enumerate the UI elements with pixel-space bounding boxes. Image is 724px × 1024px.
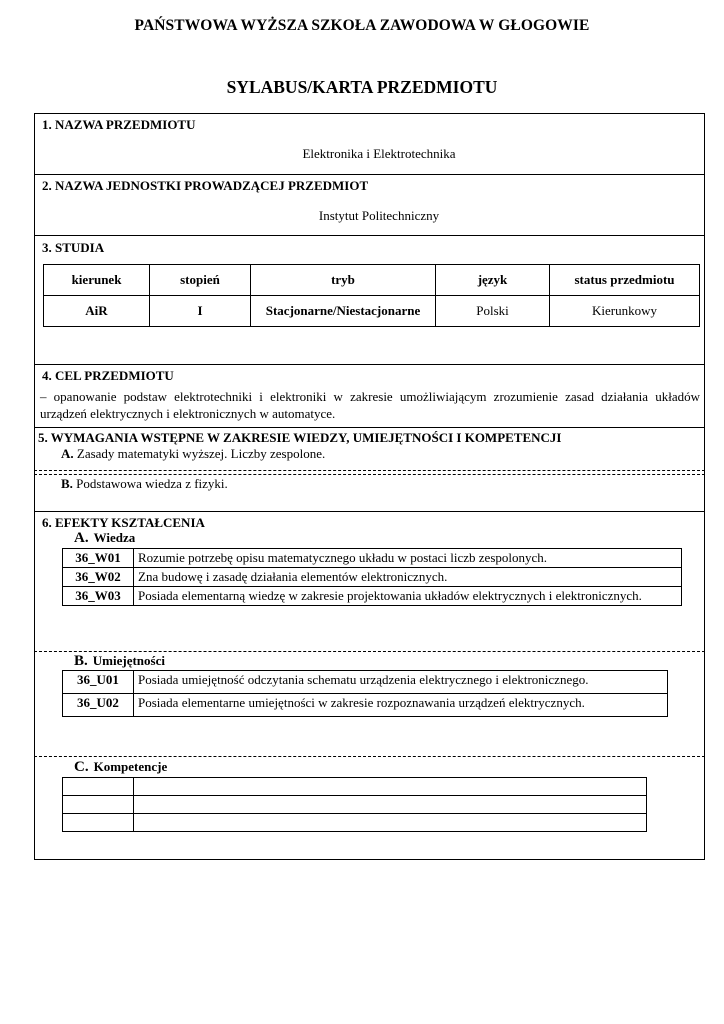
kompetencje-subheading — [74, 759, 167, 776]
unit-name: Instytut Politechniczny — [318, 208, 440, 223]
table-row — [63, 694, 668, 717]
document-title: SYLABUS/KARTA PRZEDMIOTU — [226, 77, 498, 97]
effect-text: Zna budowę i zasadę działania elementów elektronicznych. — [134, 568, 682, 587]
requirement-a-letter: A. — [61, 446, 74, 461]
umiejetnosci-letter: B. — [74, 653, 88, 669]
kompetencje-letter: C. — [74, 759, 89, 775]
wiedza-subheading — [74, 530, 135, 547]
table-row — [63, 549, 682, 568]
column-header: stopień — [150, 265, 251, 296]
wiedza-letter: A. — [74, 530, 89, 546]
umiejetnosci-label: Umiejętności — [92, 653, 165, 668]
wiedza-label: Wiedza — [93, 530, 136, 545]
table-row — [63, 796, 647, 814]
dashed-divider — [34, 474, 705, 475]
section-5-heading: 5. WYMAGANIA WSTĘPNE W ZAKRESIE WIEDZY, UMIEJĘTNOŚCI I KOMPETENCJI — [38, 430, 562, 445]
table-cell — [63, 796, 134, 814]
table-header-row — [44, 265, 700, 296]
effect-code: 36_W03 — [63, 587, 134, 606]
effect-text: Posiada elementarną wiedzę w zakresie projektowania układów elektrycznych i elektronicznych. — [134, 587, 682, 606]
divider — [34, 427, 705, 428]
table-cell: Kierunkowy — [550, 296, 700, 327]
section-1-heading: 1. NAZWA PRZEDMIOTU — [42, 117, 196, 132]
dashed-divider — [34, 470, 705, 471]
table-row — [63, 778, 647, 796]
school-name: PAŃSTWOWA WYŻSZA SZKOŁA ZAWODOWA W GŁOGOWIE — [134, 17, 590, 34]
kompetencje-table — [62, 777, 647, 832]
effect-code: 36_W01 — [63, 549, 134, 568]
table-cell — [134, 778, 647, 796]
divider — [34, 364, 705, 365]
kompetencje-label: Kompetencje — [93, 759, 168, 774]
dashed-divider — [34, 756, 705, 757]
effect-code: 36_U02 — [63, 694, 134, 717]
section-4-heading: 4. CEL PRZEDMIOTU — [42, 368, 174, 383]
section-6-heading: 6. EFEKTY KSZTAŁCENIA — [42, 515, 205, 530]
column-header: kierunek — [44, 265, 150, 296]
table-cell: I — [150, 296, 251, 327]
course-name: Elektronika i Elektrotechnika — [302, 146, 456, 161]
effect-text: Posiada umiejętność odczytania schematu urządzenia elektrycznego i elektronicznego. — [134, 671, 668, 694]
effect-code: 36_W02 — [63, 568, 134, 587]
table-cell — [63, 778, 134, 796]
requirement-b-text: Podstawowa wiedza z fizyki. — [76, 476, 228, 491]
effect-text: Posiada elementarne umiejętności w zakresie rozpoznawania urządzeń elektrycznych. — [134, 694, 668, 717]
table-row — [63, 568, 682, 587]
table-cell: Stacjonarne/Niestacjonarne — [251, 296, 436, 327]
table-cell — [134, 814, 647, 832]
wiedza-table — [62, 548, 682, 606]
divider — [34, 174, 705, 175]
effect-code: 36_U01 — [63, 671, 134, 694]
course-goal: – opanowanie podstaw elektrotechniki i elektroniki w zakresie umożliwiającym zrozumienie zasad działania układów urządzeń elektrycznych i elektronicznych w automatyce. — [40, 389, 700, 421]
umiejetnosci-subheading — [74, 653, 165, 670]
column-header: tryb — [251, 265, 436, 296]
table-cell: AiR — [44, 296, 150, 327]
table-cell — [134, 796, 647, 814]
requirement-b-letter: B. — [61, 476, 73, 491]
table-row — [63, 587, 682, 606]
requirement-b — [61, 476, 228, 492]
divider — [34, 235, 705, 236]
section-3-heading: 3. STUDIA — [42, 240, 105, 255]
table-row — [63, 814, 647, 832]
column-header: status przedmiotu — [550, 265, 700, 296]
dashed-divider — [34, 651, 705, 652]
section-2-heading: 2. NAZWA JEDNOSTKI PROWADZĄCEJ PRZEDMIOT — [42, 178, 369, 193]
effect-text: Rozumie potrzebę opisu matematycznego układu w postaci liczb zespolonych. — [134, 549, 682, 568]
table-row — [63, 671, 668, 694]
table-cell — [63, 814, 134, 832]
studies-table — [43, 264, 700, 327]
umiejetnosci-table — [62, 670, 668, 717]
requirement-a-text: Zasady matematyki wyższej. Liczby zespolone. — [76, 446, 326, 461]
requirement-a — [61, 446, 325, 462]
table-cell: Polski — [436, 296, 550, 327]
column-header: język — [436, 265, 550, 296]
divider — [34, 511, 705, 512]
table-row — [44, 296, 700, 327]
